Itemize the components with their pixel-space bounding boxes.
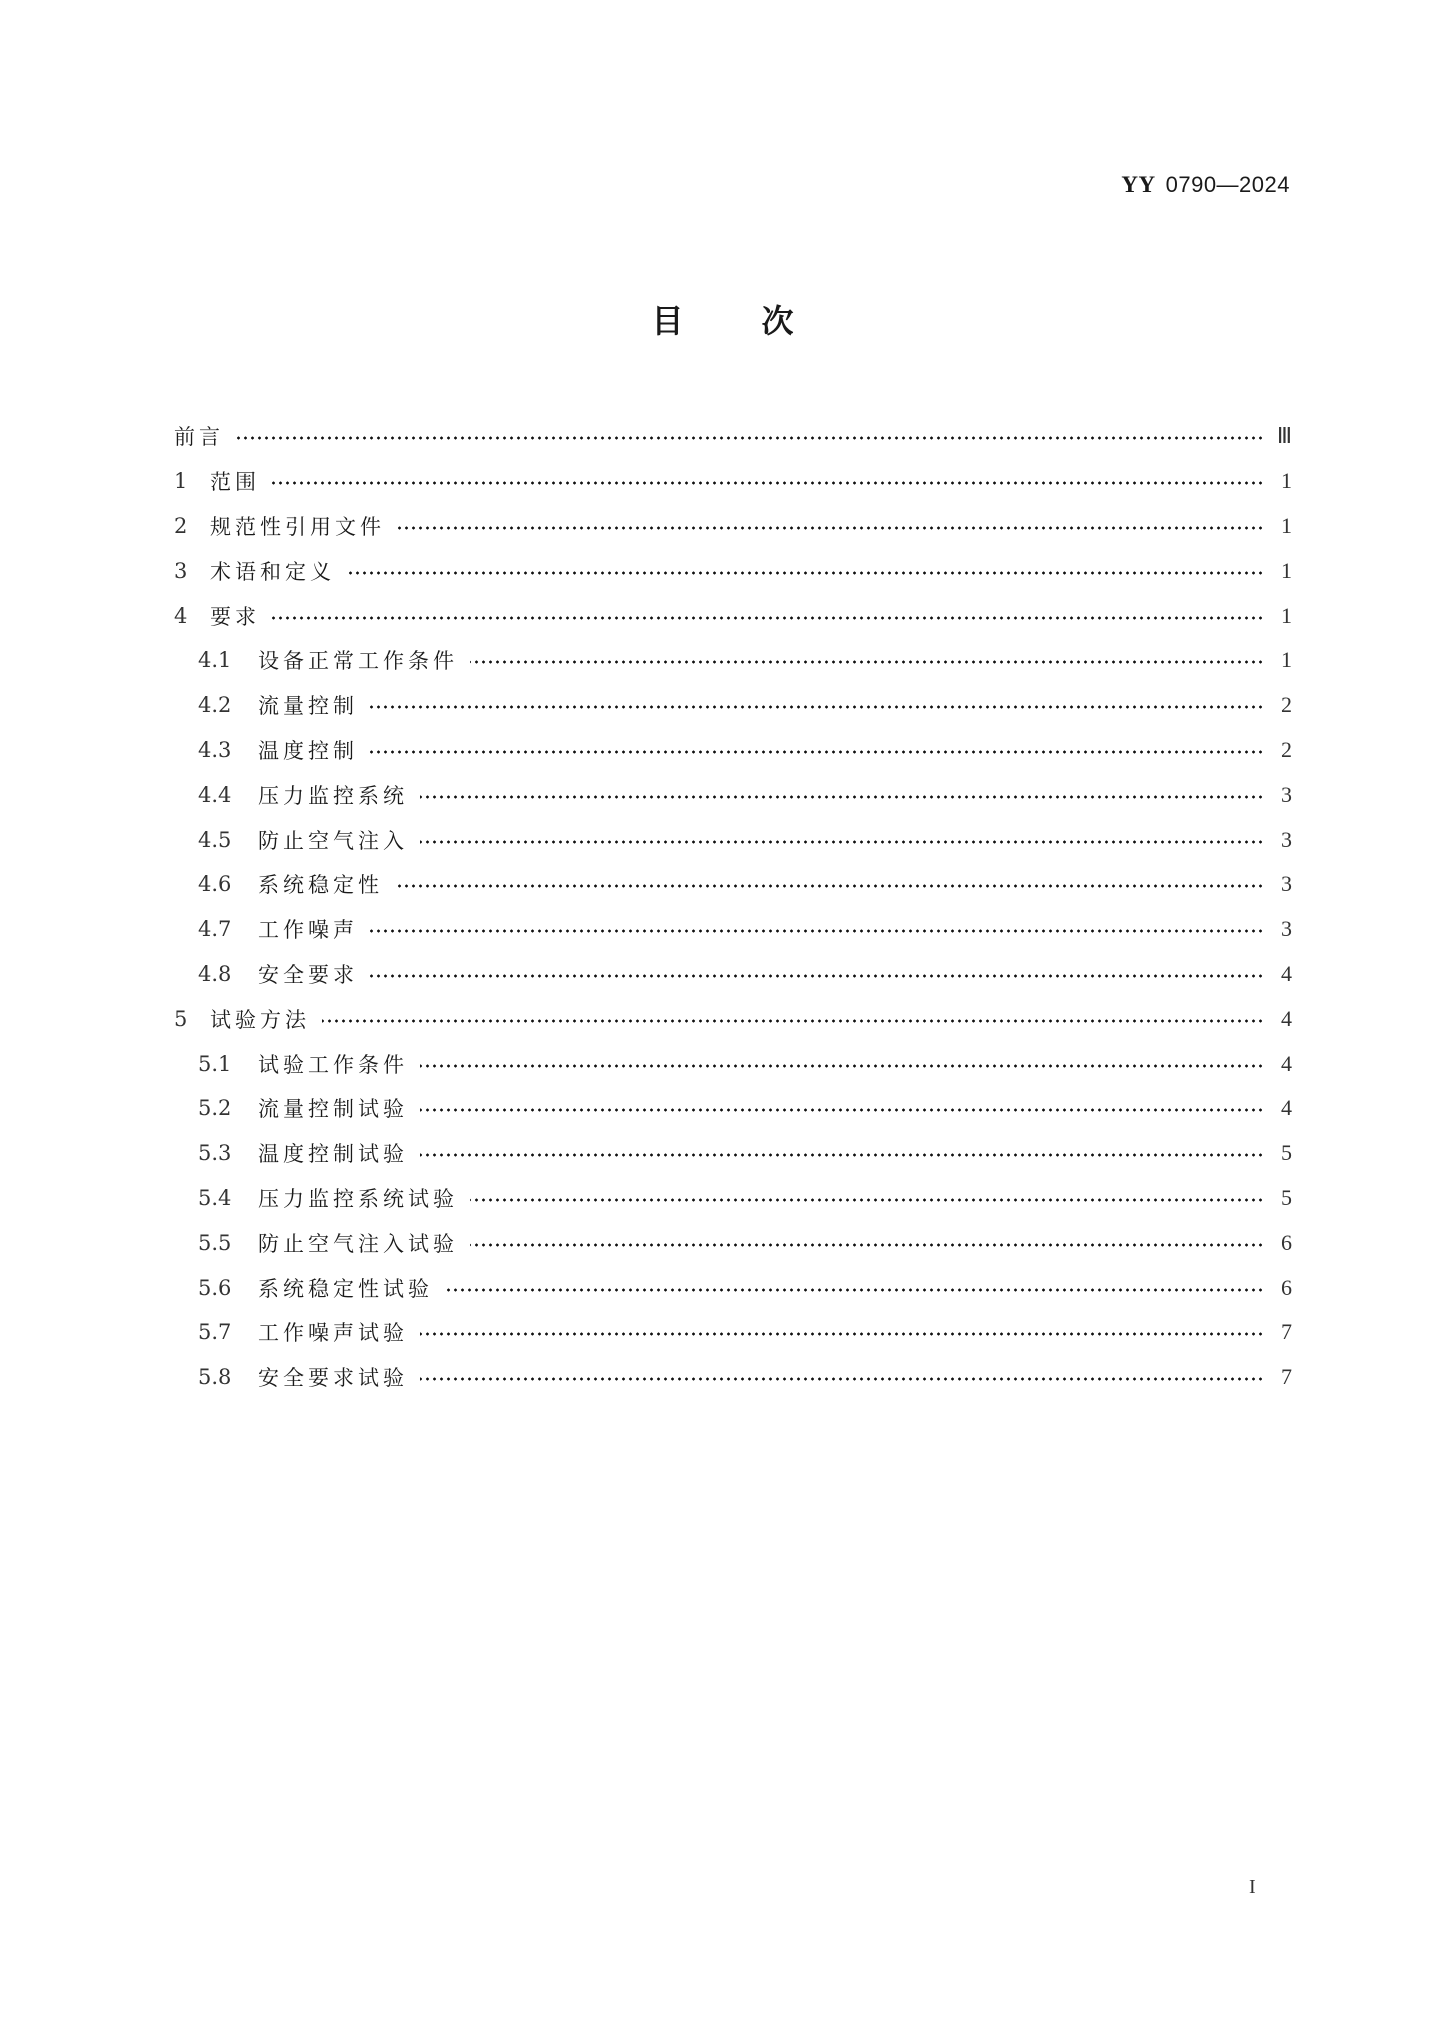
- toc-entry[interactable]: [174, 1265, 1292, 1310]
- dot-leader: [395, 884, 1264, 888]
- dot-leader: [445, 1288, 1264, 1292]
- toc-entry-label: 设备正常工作条件: [258, 649, 458, 674]
- standard-code: [1121, 172, 1290, 198]
- toc-entry-number: 1: [174, 469, 188, 494]
- toc-entry-page: 5: [1281, 1140, 1292, 1166]
- toc-entry-number: 5.8: [198, 1365, 232, 1390]
- toc-entry-number: 2: [174, 513, 188, 538]
- toc-entry[interactable]: [174, 459, 1292, 504]
- dot-leader: [470, 1243, 1264, 1247]
- toc-entry-label: 温度控制试验: [258, 1142, 408, 1167]
- toc-entry-label: 防止空气注入试验: [258, 1231, 458, 1256]
- toc-entry-page: 5: [1281, 1184, 1292, 1210]
- toc-entry-number: 5.6: [198, 1275, 232, 1300]
- dot-leader: [420, 840, 1264, 844]
- toc-entry-page: 3: [1281, 871, 1292, 897]
- dot-leader: [470, 660, 1264, 664]
- toc-entry-number: 5.2: [198, 1096, 232, 1121]
- toc-entry-page: 1: [1281, 468, 1292, 494]
- toc-entry-label: 安全要求: [258, 962, 358, 987]
- toc-entry[interactable]: [174, 504, 1292, 549]
- toc-entry[interactable]: [174, 907, 1292, 952]
- toc-entry[interactable]: [174, 548, 1292, 593]
- dot-leader: [420, 1377, 1264, 1381]
- toc-entry-number: 5.3: [198, 1141, 232, 1166]
- toc-entry[interactable]: [174, 996, 1292, 1041]
- toc-entry-number: 5.1: [198, 1051, 232, 1076]
- toc-entry-label: 要求: [210, 604, 260, 629]
- toc-entry-label: 工作噪声: [258, 918, 358, 943]
- toc-entry[interactable]: [174, 728, 1292, 773]
- toc-entry-page: 4: [1281, 960, 1292, 986]
- toc-entry[interactable]: [174, 952, 1292, 997]
- dot-leader: [420, 1153, 1264, 1157]
- toc-entry[interactable]: [174, 1131, 1292, 1176]
- toc-entry[interactable]: [174, 1220, 1292, 1265]
- toc-entry-label: 试验工作条件: [258, 1052, 408, 1077]
- toc-entry-label: 安全要求试验: [258, 1366, 408, 1391]
- dot-leader: [420, 795, 1264, 799]
- dot-leader: [420, 1064, 1264, 1068]
- dot-leader: [370, 974, 1264, 978]
- toc-entry-page: 1: [1281, 602, 1292, 628]
- toc-entry-number: 5.5: [198, 1230, 232, 1255]
- toc-entry[interactable]: [174, 593, 1292, 638]
- toc-entry-number: 5: [174, 1006, 188, 1031]
- footer-page-number: I: [1249, 1876, 1256, 1898]
- toc-entry-label: 流量控制: [258, 694, 358, 719]
- toc-entry[interactable]: [174, 862, 1292, 907]
- dot-leader: [236, 436, 1264, 440]
- toc-entry-label: 防止空气注入: [258, 828, 408, 853]
- dot-leader: [370, 705, 1264, 709]
- toc-entry-label: 流量控制试验: [258, 1097, 408, 1122]
- toc-entry-label: 压力监控系统: [258, 783, 408, 808]
- toc-entry[interactable]: [174, 638, 1292, 683]
- toc-entry-label: 术语和定义: [210, 559, 335, 584]
- toc-entry[interactable]: [174, 1355, 1292, 1400]
- table-of-contents: [174, 414, 1292, 1400]
- toc-entry-page: 2: [1281, 736, 1292, 762]
- toc-entry-number: 4.2: [198, 693, 232, 718]
- toc-entry-label: 前言: [174, 425, 224, 450]
- toc-entry-number: 4.8: [198, 961, 232, 986]
- toc-entry-number: 4.4: [198, 782, 232, 807]
- toc-entry-label: 温度控制: [258, 738, 358, 763]
- toc-entry-label: 系统稳定性试验: [258, 1276, 433, 1301]
- toc-entry-label: 工作噪声试验: [258, 1321, 408, 1346]
- dot-leader: [272, 481, 1264, 485]
- toc-entry-page: 2: [1281, 692, 1292, 718]
- toc-entry-label: 试验方法: [210, 1007, 310, 1032]
- toc-entry-label: 规范性引用文件: [210, 514, 385, 539]
- toc-entry-page: Ⅲ: [1276, 423, 1292, 449]
- toc-entry-page: 6: [1281, 1274, 1292, 1300]
- title-char: 目: [651, 302, 684, 340]
- toc-entry-number: 5.4: [198, 1185, 232, 1210]
- toc-entry[interactable]: [174, 683, 1292, 728]
- toc-entry-page: 1: [1281, 512, 1292, 538]
- dot-leader: [322, 1019, 1264, 1023]
- toc-entry-page: 7: [1281, 1364, 1292, 1390]
- dot-leader: [420, 1108, 1264, 1112]
- toc-entry-label: 范围: [210, 470, 260, 495]
- toc-entry-label: 系统稳定性: [258, 873, 383, 898]
- toc-entry-page: 4: [1281, 1005, 1292, 1031]
- dot-leader: [370, 929, 1264, 933]
- standard-number: 0790—2024: [1165, 172, 1290, 197]
- dot-leader: [420, 1332, 1264, 1336]
- toc-entry-label: 压力监控系统试验: [258, 1186, 458, 1211]
- dot-leader: [272, 616, 1264, 620]
- toc-entry-page: 1: [1281, 647, 1292, 673]
- toc-entry-number: 3: [174, 558, 188, 583]
- toc-entry-number: 4.1: [198, 648, 232, 673]
- toc-entry-page: 7: [1281, 1319, 1292, 1345]
- standard-prefix: YY: [1121, 172, 1156, 197]
- title-char: 次: [761, 302, 794, 340]
- toc-entry-page: 3: [1281, 781, 1292, 807]
- toc-entry-page: 1: [1281, 557, 1292, 583]
- toc-entry-page: 4: [1281, 1050, 1292, 1076]
- toc-entry-page: 4: [1281, 1095, 1292, 1121]
- toc-entry-number: 5.7: [198, 1320, 232, 1345]
- toc-entry-number: 4: [174, 603, 188, 628]
- page-title: [0, 296, 1445, 342]
- toc-entry-number: 4.3: [198, 737, 232, 762]
- toc-entry-number: 4.6: [198, 872, 232, 897]
- dot-leader: [397, 526, 1264, 530]
- toc-entry[interactable]: [174, 1086, 1292, 1131]
- toc-entry[interactable]: [174, 414, 1292, 459]
- toc-entry-number: 4.5: [198, 827, 232, 852]
- toc-entry-page: 3: [1281, 916, 1292, 942]
- dot-leader: [347, 571, 1264, 575]
- toc-entry[interactable]: [174, 772, 1292, 817]
- toc-entry[interactable]: [174, 817, 1292, 862]
- dot-leader: [470, 1198, 1264, 1202]
- toc-entry[interactable]: [174, 1310, 1292, 1355]
- dot-leader: [370, 750, 1264, 754]
- toc-entry-page: 6: [1281, 1229, 1292, 1255]
- toc-entry[interactable]: [174, 1176, 1292, 1221]
- toc-entry-page: 3: [1281, 826, 1292, 852]
- toc-entry-number: 4.7: [198, 917, 232, 942]
- toc-entry[interactable]: [174, 1041, 1292, 1086]
